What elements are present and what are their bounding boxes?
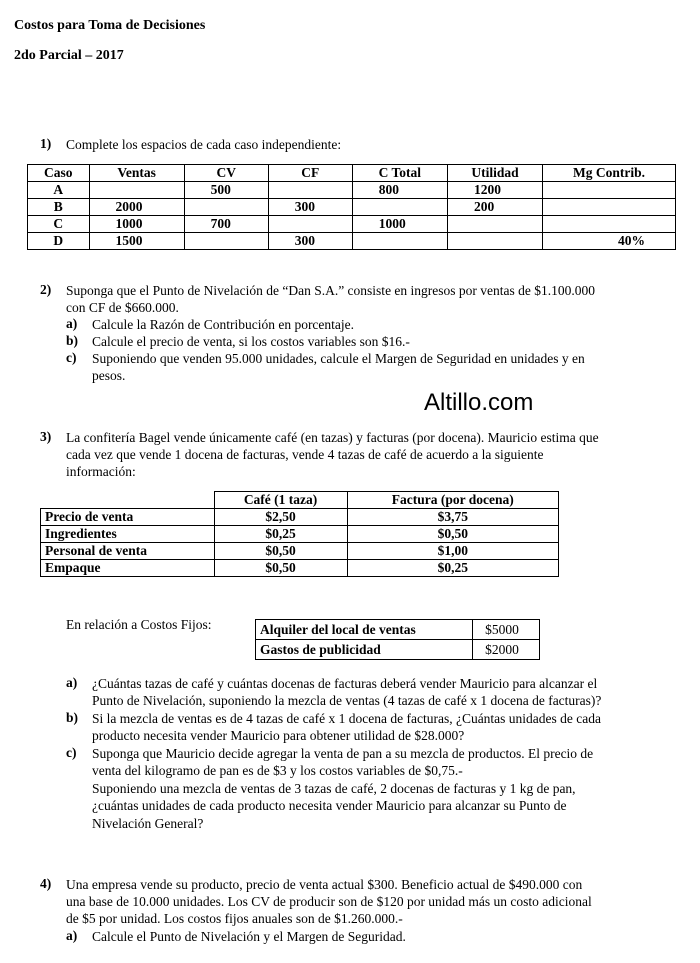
table-cell: 40% xyxy=(543,233,676,250)
table-cell: $1,00 xyxy=(347,543,558,560)
table-header-row xyxy=(28,165,676,182)
table-cell: $0,50 xyxy=(347,526,558,543)
question-3-line-1: La confitería Bagel vende únicamente café (en tazas) y facturas (por docena). Mauricio estima que xyxy=(66,430,599,445)
item-label: a) xyxy=(66,675,78,690)
table-cell: 300 xyxy=(268,199,352,216)
column-header: Factura (por docena) xyxy=(347,492,558,509)
table-cell: $5000 xyxy=(473,620,540,640)
table-cell: Precio de venta xyxy=(41,509,215,526)
table-cell xyxy=(543,182,676,199)
column-header: Café (1 taza) xyxy=(214,492,347,509)
table-cell: Empaque xyxy=(41,560,215,577)
table-cell: $2,50 xyxy=(214,509,347,526)
table-row xyxy=(41,560,559,577)
table-cell: 1000 xyxy=(352,216,447,233)
item-text: Suponiendo una mezcla de ventas de 3 tazas de café, 2 docenas de facturas y 1 kg de pan, xyxy=(92,781,576,796)
question-3-number: 3) xyxy=(40,429,52,444)
table-row xyxy=(28,216,676,233)
table-cell: $0,50 xyxy=(214,543,347,560)
question-3-line-3: información: xyxy=(66,464,136,479)
table-cell: C xyxy=(28,216,90,233)
item-text: Calcule la Razón de Contribución en porcentaje. xyxy=(92,317,355,332)
table-cell xyxy=(447,216,542,233)
item-text: ¿Cuántas tazas de café y cuántas docenas de facturas deberá vender Mauricio para alcanzar el xyxy=(92,676,598,691)
item-text: Nivelación General? xyxy=(92,816,204,831)
table-cell: 300 xyxy=(268,233,352,250)
question-2-number: 2) xyxy=(40,282,52,297)
question-4-line-3: de $5 por unidad. Los costos fijos anuales son de $1.260.000.- xyxy=(66,911,403,926)
table-cell: B xyxy=(28,199,90,216)
table-cell xyxy=(352,199,447,216)
question-2-line-1: Suponga que el Punto de Nivelación de “Dan S.A.” consiste en ingresos por ventas de $1.100.000 xyxy=(66,283,596,298)
table-cell xyxy=(184,233,268,250)
table-cell: $2000 xyxy=(473,640,540,660)
item-label: a) xyxy=(66,316,78,331)
table-row xyxy=(41,543,559,560)
fixed-costs-label: En relación a Costos Fijos: xyxy=(66,617,212,632)
table-cell: 1000 xyxy=(89,216,184,233)
item-text-continued: pesos. xyxy=(92,368,126,383)
table-row xyxy=(28,233,676,250)
question-2-line-2: con CF de $660.000. xyxy=(66,300,179,315)
table-cell: $0,25 xyxy=(214,526,347,543)
column-header: Ventas xyxy=(89,165,184,182)
column-header: Utilidad xyxy=(447,165,542,182)
question-1-number: 1) xyxy=(40,136,52,151)
table-cell xyxy=(89,182,184,199)
item-text: Calcule el Punto de Nivelación y el Margen de Seguridad. xyxy=(92,929,406,944)
fixed-costs-table xyxy=(255,619,540,660)
column-header: Mg Contrib. xyxy=(543,165,676,182)
item-text: venta del kilogramo de pan es de $3 y los costos variables de $0,75.- xyxy=(92,763,463,778)
table-cell: 800 xyxy=(352,182,447,199)
table-row xyxy=(41,526,559,543)
item-text: producto necesita vender Mauricio para obtener utilidad de $28.000? xyxy=(92,728,465,743)
document-subtitle: 2do Parcial – 2017 xyxy=(14,48,124,63)
column-header: CF xyxy=(268,165,352,182)
item-text: Punto de Nivelación, suponiendo la mezcla de ventas (4 tazas de café x 1 docena de facturas)? xyxy=(92,693,602,708)
table-cell: Alquiler del local de ventas xyxy=(256,620,473,640)
column-header xyxy=(41,492,215,509)
item-label: b) xyxy=(66,710,79,725)
table-cell xyxy=(447,233,542,250)
question-4-line-2: una base de 10.000 unidades. Los CV de producir son de $120 por unidad más un costo adicional xyxy=(66,894,592,909)
table-cell xyxy=(268,216,352,233)
table-cell: 1500 xyxy=(89,233,184,250)
column-header: Caso xyxy=(28,165,90,182)
table-cell: D xyxy=(28,233,90,250)
item-label: b) xyxy=(66,333,79,348)
table-cell: 1200 xyxy=(447,182,542,199)
item-label: c) xyxy=(66,745,77,760)
question-4-number: 4) xyxy=(40,876,52,891)
table-row xyxy=(28,182,676,199)
table-header-row xyxy=(41,492,559,509)
table-row xyxy=(256,620,540,640)
item-text: Suponiendo que venden 95.000 unidades, calcule el Margen de Seguridad en unidades y en xyxy=(92,351,585,366)
table-cell: 2000 xyxy=(89,199,184,216)
cases-table xyxy=(27,164,676,250)
table-cell: 700 xyxy=(184,216,268,233)
item-text: Calcule el precio de venta, si los costos variables son $16.- xyxy=(92,334,410,349)
item-label: c) xyxy=(66,350,77,365)
column-header: C Total xyxy=(352,165,447,182)
table-cell: Ingredientes xyxy=(41,526,215,543)
question-3-line-2: cada vez que vende 1 docena de facturas, vende 4 tazas de café de acuerdo a la siguiente xyxy=(66,447,544,462)
item-label: a) xyxy=(66,928,78,943)
document-title: Costos para Toma de Decisiones xyxy=(14,18,206,33)
table-row xyxy=(41,509,559,526)
question-4-line-1: Una empresa vende su producto, precio de venta actual $300. Beneficio actual de $490.000 con xyxy=(66,877,583,892)
table-cell xyxy=(352,233,447,250)
table-cell: 200 xyxy=(447,199,542,216)
table-cell: $0,25 xyxy=(347,560,558,577)
table-row xyxy=(256,640,540,660)
table-cell: $3,75 xyxy=(347,509,558,526)
item-text: Si la mezcla de ventas es de 4 tazas de café x 1 docena de facturas, ¿Cuántas unidades de cada xyxy=(92,711,602,726)
table-cell: A xyxy=(28,182,90,199)
table-cell: Gastos de publicidad xyxy=(256,640,473,660)
table-cell xyxy=(543,216,676,233)
column-header: CV xyxy=(184,165,268,182)
watermark: Altillo.com xyxy=(424,389,534,416)
table-cell xyxy=(184,199,268,216)
item-text: ¿cuántas unidades de cada producto necesita vender Mauricio para alcanzar su Punto de xyxy=(92,798,567,813)
table-cell: 500 xyxy=(184,182,268,199)
table-cell: $0,50 xyxy=(214,560,347,577)
cost-table xyxy=(40,491,559,577)
question-1-text: Complete los espacios de cada caso independiente: xyxy=(66,137,342,152)
table-row xyxy=(28,199,676,216)
item-text: Suponga que Mauricio decide agregar la venta de pan a su mezcla de productos. El precio de xyxy=(92,746,594,761)
table-cell: Personal de venta xyxy=(41,543,215,560)
table-cell xyxy=(543,199,676,216)
table-cell xyxy=(268,182,352,199)
